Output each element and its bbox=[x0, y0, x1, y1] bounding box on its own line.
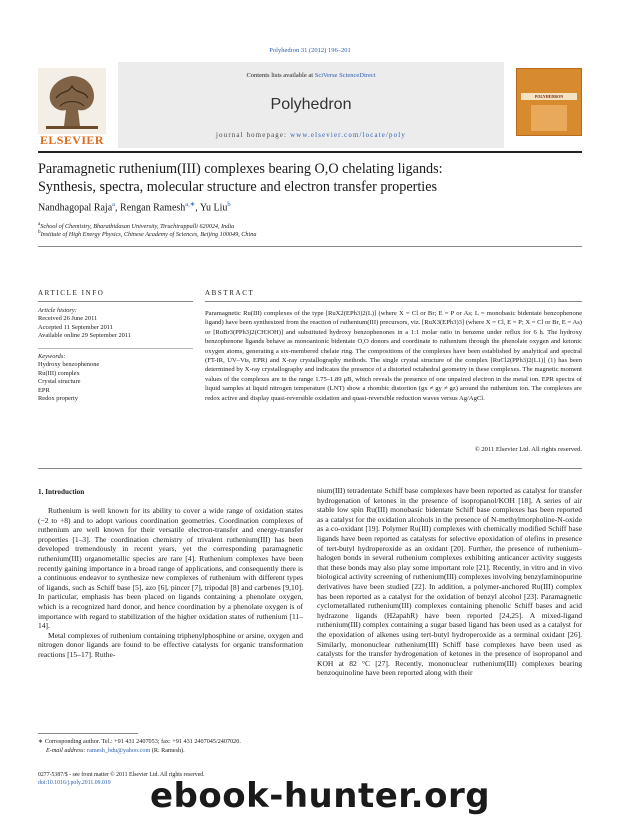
author[interactable]: Rengan Ramesh bbox=[120, 202, 186, 214]
homepage-link[interactable]: www.elsevier.com/locate/poly bbox=[290, 132, 406, 139]
watermark-text: ebook-hunter.org bbox=[150, 776, 491, 816]
keyword: Redox property bbox=[38, 395, 78, 403]
paragraph: Metal complexes of ruthenium containing triphenylphosphine or arsine, oxygen and nitrogen donor ligands are found to be effective catalysts for organic transformation reactions [15–17]. Ruthe- bbox=[38, 630, 303, 659]
body-column-left bbox=[38, 506, 303, 660]
journal-masthead bbox=[38, 62, 582, 148]
journal-cover-image bbox=[516, 68, 582, 136]
keyword: EPR bbox=[38, 386, 50, 394]
section-heading-introduction: 1. Introduction bbox=[38, 488, 85, 496]
keyword: Hydroxy benzophenone bbox=[38, 361, 100, 369]
body-column-right bbox=[317, 486, 582, 678]
abstract-bottom-rule bbox=[38, 468, 582, 469]
issn-block: 0277-5387/$ - see front matter © 2011 Elsevier Ltd. All rights reserved. doi:10.1016/j.poly.2011.09.019 bbox=[38, 771, 303, 787]
abstract-copyright: © 2011 Elsevier Ltd. All rights reserved. bbox=[474, 446, 582, 453]
article-history: Article history: Received 26 June 2011 Accepted 11 September 2011 Available online 29 September 2011 bbox=[38, 307, 131, 340]
author-list: Nandhagopal Raja$^a$, Rengan Ramesh$^{a,∗}$, Yu Liu$^b$ bbox=[38, 201, 231, 214]
article-title: Paramagnetic ruthenium(III) complexes bearing O,O chelating ligands: Synthesis, spectra, molecular structure and electron transfer properties bbox=[38, 161, 443, 195]
article-info-heading: ARTICLE INFO bbox=[38, 289, 105, 297]
abstract-heading: ABSTRACT bbox=[205, 289, 255, 297]
abstract-rule bbox=[205, 301, 582, 302]
keyword-list: Keywords: Hydroxy benzophenone Ru(III) complex Crystal structure EPR Redox property bbox=[38, 353, 188, 403]
article-info-rule bbox=[38, 301, 193, 302]
email-link[interactable]: ramesh_bdu@yahoo.com bbox=[87, 746, 151, 754]
paragraph: nium(III) tetradentate Schiff base complexes have been reported as catalyst for transfer hydrogenation of ketones in the presence of isopropanol/KOH [18]. A series of air stable low spin Ru(III) monobasic bidentate Schiff base complexes has been reported as a catalyst for the oxidation alcohols in the presence of N-methylmorpholine-N-oxide as a co-oxidant [19]. Polymer Ru(III) complexes with chemically modified Schiff base ligands have been reported as catalysts for selective epoxidation of olefins in presence of tert-butyl hydroperoxide as an oxidant [20]. Further, the presence of ruthenium–halogen bonds in several ruthenium complexes exhibiting anticancer activity suggests that these bonds may also play some important role [21]. Recently, in vitro and in vivo biological activity screening of ruthenium(III) complexes involving benzylaminopurine derivatives have been studied [22]. In addition, a polymer-anchored Ru(III) complex has been reported as a catalyst for the oxidation of benzyl alcohol [23]. Paramagnetic cyclometallated ruthenium(III) complexes containing phenolic Schiff bases and acid hydrazone ligands (H2apahR) have been reported [24,25]. A mixed-ligand ruthenium(III) complex containing a sugar based ligand has been used as a catalyst for the epoxidation of alkenes using tert-butyl hydroperoxide as a terminal oxidant [26]. Similarly, mononuclear ruthenium(III) Schiff base complexes have been used as catalysts for the transfer hydrogenation of ketones in the presence of isopropanol and KOH at 82 °C [27]. Recently, mononuclear ruthenium(III) complexes bearing benzoquinoline have been reported along with their bbox=[317, 486, 582, 678]
corresponding-author-footnote: ∗ Corresponding author. Tel.: +91 431 2407053; fax: +91 431 2407045/2407020. E-mail address: ramesh_bdu@yahoo.com (R. Ramesh). bbox=[38, 738, 241, 754]
affiliation-rule bbox=[38, 246, 582, 247]
abstract-text: Paramagnetic Ru(III) complexes of the type [RuX2(EPh3)2(L)] (where X = Cl or Br; E = P or As; L = monobasic bidentate benzophenone ligand) have been synthesized from the reaction of ruthenium(III) precursors, viz. [RuX3(EPh3)3] (where X = Cl, E = P; X = Cl or Br, E = As) or [RuBr3(PPh3)2(CH3OH)] and substituted hydroxy benzophenones in a 1:1 molar ratio in benzene under reflux for 6 h. The hydroxy benzophenone ligands behave as monoanionic bidentate O,O donors and coordinate to ruthenium through the phenolate oxygen and ketonic oxygen atoms, generating a six-membered chelate ring. The compositions of the complexes have been established by analytical and spectral (FT-IR, UV–Vis, EPR) and X-ray crystallography methods. The single crystal structure of the complex [RuCl2(PPh3)2(L1)] (1) has been determined by X-ray crystallography and indicates the presence of a distorted octahedral geometry in these complexes. The magnetic moment values of the complexes are in the range 1.75–1.89 μB, which reveals the presence of one unpaired electron in the metal ion. EPR spectra of liquid samples at liquid nitrogen temperature (LNT) show a rhombic distortion (gx ≠ gy ≠ gz) around the ruthenium ion. The complexes are redox active and display quasi-reversible oxidation and quasi-reversible reduction waves versus Ag/AgCl. bbox=[205, 310, 582, 402]
footnote-rule bbox=[38, 733, 138, 734]
journal-banner bbox=[118, 62, 504, 148]
affiliation: $^b$Institute of High Energy Physics, Chinese Academy of Sciences, Beijing 100049, China bbox=[38, 229, 257, 239]
cover-graphic bbox=[531, 105, 567, 131]
contents-line: Contents lists available at SciVerse ScienceDirect bbox=[246, 72, 376, 79]
author[interactable]: Nandhagopal Raja bbox=[38, 202, 113, 214]
publisher-name: ELSEVIER bbox=[40, 133, 104, 147]
cover-title: POLYHEDRON bbox=[521, 93, 577, 100]
journal-citation[interactable]: Polyhedron 31 (2012) 196–201 bbox=[269, 47, 351, 54]
elsevier-tree-logo bbox=[38, 68, 106, 134]
doi-link[interactable]: doi:10.1016/j.poly.2011.09.019 bbox=[38, 780, 111, 786]
journal-homepage: journal homepage: www.elsevier.com/locate/poly bbox=[216, 132, 406, 139]
keyword: Crystal structure bbox=[38, 378, 81, 386]
journal-title: Polyhedron bbox=[270, 96, 352, 113]
author[interactable]: Yu Liu bbox=[199, 202, 228, 214]
keyword: Ru(III) complex bbox=[38, 369, 80, 377]
header-rule bbox=[38, 151, 582, 153]
history-rule bbox=[38, 348, 193, 349]
affiliation: $^a$School of Chemistry, Bharathidasan University, Tiruchirappalli 620024, India bbox=[38, 221, 235, 231]
sciencedirect-link[interactable]: SciVerse ScienceDirect bbox=[314, 72, 376, 79]
paragraph: Ruthenium is well known for its ability to cover a wide range of oxidation states (−2 to +8) and to adopt various coordination geometries. Coordination complexes of ruthenium are well known for their versatile electron-transfer and energy-transfer properties [1–3]. The coordination chemistry of trivalent ruthenium(III) has been developed tremendously in recent years, yet the corresponding paramagnetic ruthenium(III) organometallic species are rare [4]. Ruthenium complexes have been recently gaining importance in a broad range of applications, and consequently there is a continuous endeavor to synthesize new complexes of ruthenium with different types of ligands, such as Schiff base [5], azo [6], pincer [7], tripodal [8] and carbenes [9,10]. In particular, emphasis has been placed on ligands containing a phenolate oxygen, which is a recognized hard donor, and hence coordination by a phenolate oxygen is of importance with regard to stabilization of the higher oxidation states of ruthenium [11–14]. bbox=[38, 506, 303, 631]
